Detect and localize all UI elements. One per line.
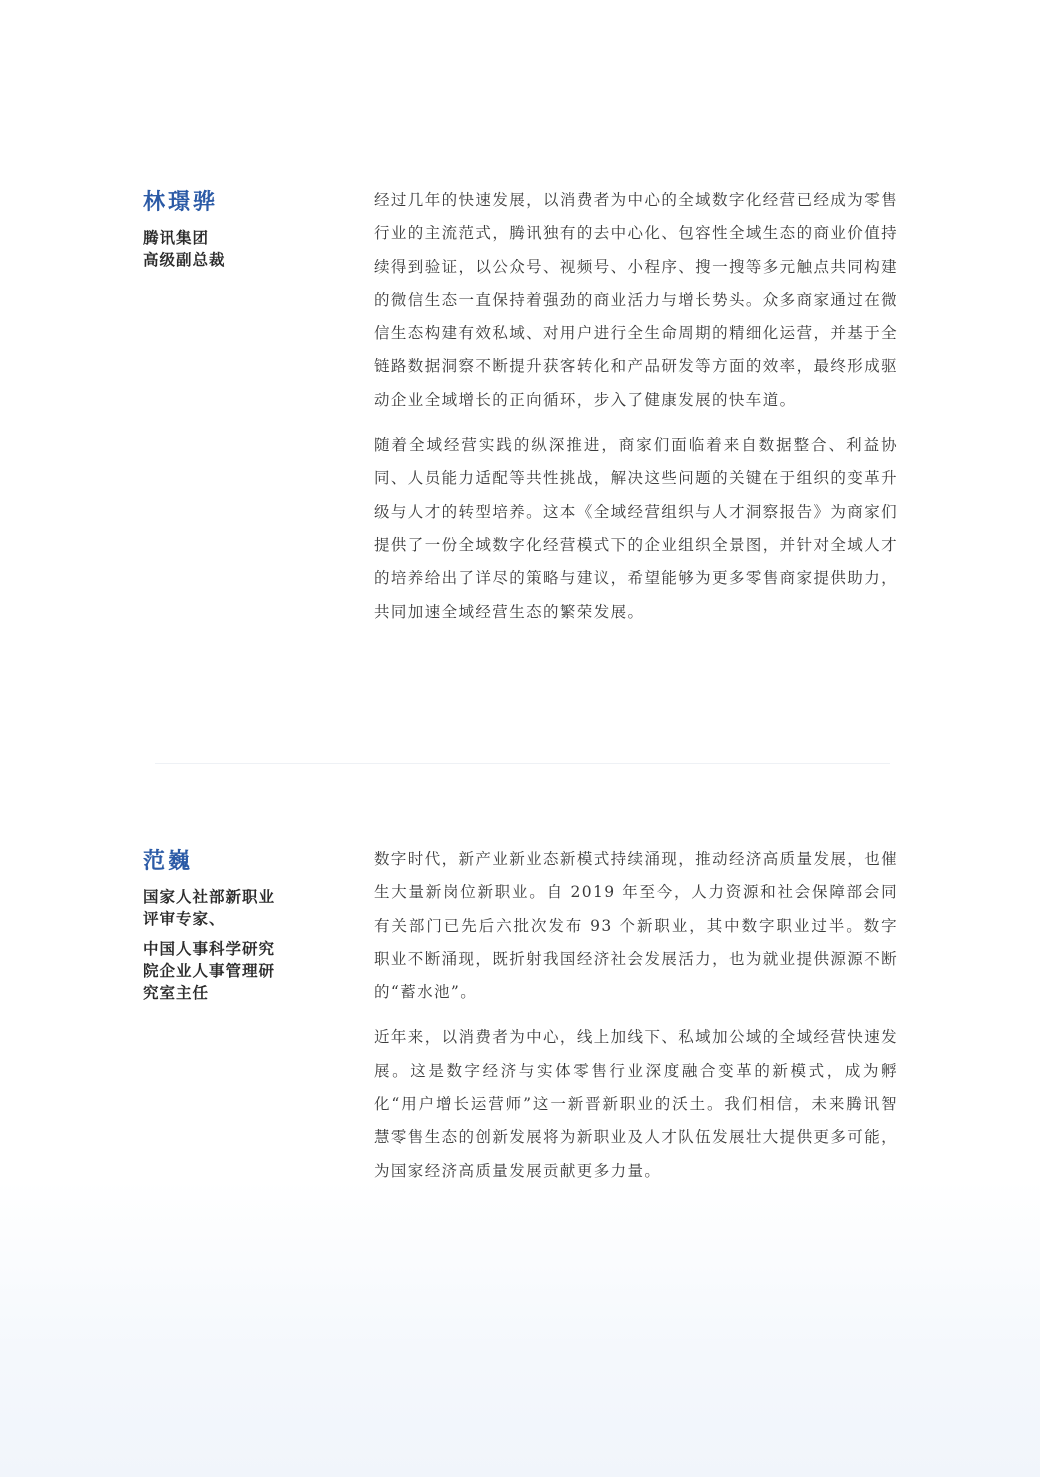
author-title xyxy=(143,227,318,271)
author-title xyxy=(143,938,318,1004)
bottom-background-fade xyxy=(0,1180,1040,1477)
paragraph: 数字时代，新产业新业态新模式持续涌现，推动经济高质量发展，也催生大量新岗位新职业。自 2019 年至今，人力资源和社会保障部会同有关部门已先后六批次发布 93 个新职业，其中数字职业过半。数字职业不断涌现，既折射我国经济社会发展活力，也为就业提供源源不断的“蓄水池”。 xyxy=(374,850,898,1002)
author-title xyxy=(143,886,318,930)
author-title-line: 腾讯集团 高级副总裁 xyxy=(143,228,226,269)
paragraph: 随着全域经营实践的纵深推进，商家们面临着来自数据整合、利益协同、人员能力适配等共性挑战，解决这些问题的关键在于组织的变革升级与人才的转型培养。这本《全域经营组织与人才洞察报告》为商家们提供了一份全域数字化经营模式下的企业组织全景图，并针对全域人才的培养给出了详尽的策略与建议，希望能够为更多零售商家提供助力，共同加速全域经营生态的繁荣发展。 xyxy=(374,436,898,621)
author-title-line: 中国人事科学研究 院企业人事管理研 究室主任 xyxy=(143,939,276,1002)
section-divider xyxy=(155,763,890,764)
author-title-line: 国家人社部新职业 评审专家、 xyxy=(143,887,276,928)
paragraph: 近年来，以消费者为中心，线上加线下、私域加公域的全域经营快速发展。这是数字经济与实体零售行业深度融合变革的新模式，成为孵化“用户增长运营师”这一新晋新职业的沃土。我们相信，未来腾讯智慧零售生态的创新发展将为新职业及人才队伍发展壮大提供更多可能，为国家经济高质量发展贡献更多力量。 xyxy=(374,1028,898,1180)
author-name: 林璟骅 xyxy=(143,189,219,215)
author-block xyxy=(143,846,318,1012)
author-name: 范巍 xyxy=(143,848,194,874)
foreword-text xyxy=(374,843,898,1200)
foreword-text xyxy=(374,184,898,641)
author-block xyxy=(143,187,318,279)
paragraph: 经过几年的快速发展，以消费者为中心的全域数字化经营已经成为零售行业的主流范式，腾讯独有的去中心化、包容性全域生态的商业价值持续得到验证，以公众号、视频号、小程序、搜一搜等多元触点共同构建的微信生态一直保持着强劲的商业活力与增长势头。众多商家通过在微信生态构建有效私域、对用户进行全生命周期的精细化运营，并基于全链路数据洞察不断提升获客转化和产品研发等方面的效率，最终形成驱动企业全域增长的正向循环，步入了健康发展的快车道。 xyxy=(374,191,898,409)
